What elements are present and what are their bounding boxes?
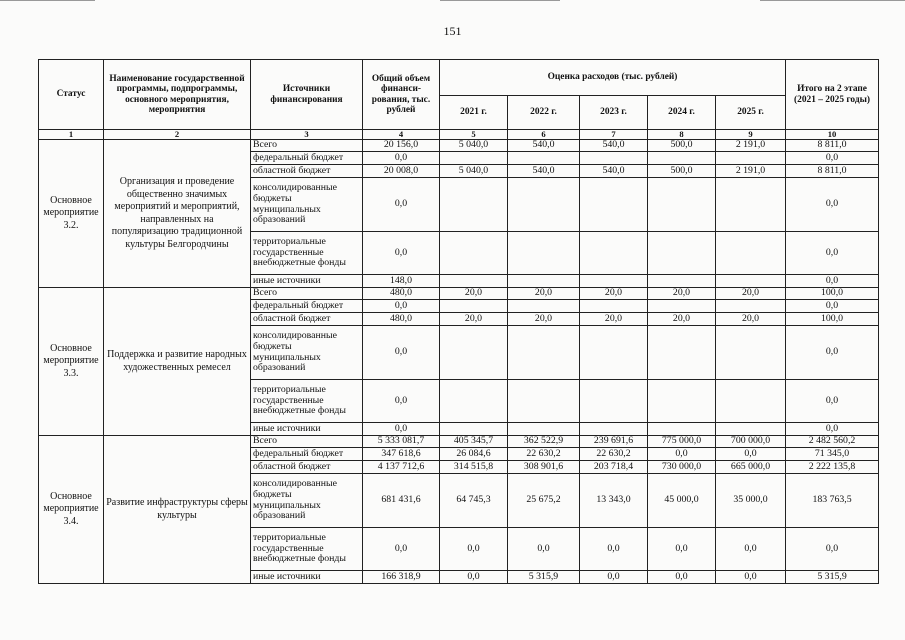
amount-cell: 0,0: [716, 571, 786, 584]
amount-cell: 0,0: [363, 423, 440, 436]
status-cell: Основное мероприятие 3.3.: [39, 288, 104, 436]
header-name: Наименование государственной программы, подпрограммы, основного мероприятия, мероприятия: [104, 60, 251, 130]
amount-cell: 0,0: [363, 232, 440, 275]
amount-cell: 20,0: [508, 313, 580, 326]
amount-cell: 8 811,0: [786, 140, 879, 152]
amount-cell: 22 630,2: [508, 448, 580, 461]
amount-cell: [716, 423, 786, 436]
amount-cell: 0,0: [440, 571, 508, 584]
amount-cell: 540,0: [580, 165, 648, 178]
header-year: 2025 г.: [716, 96, 786, 130]
amount-cell: 665 000,0: [716, 461, 786, 474]
amount-cell: [716, 300, 786, 313]
funding-source-cell: иные источники: [251, 423, 363, 436]
amount-cell: 0,0: [648, 571, 716, 584]
header-year: 2023 г.: [580, 96, 648, 130]
amount-cell: 2 482 560,2: [786, 436, 879, 448]
amount-cell: 700 000,0: [716, 436, 786, 448]
column-number: 9: [716, 130, 786, 140]
amount-cell: 0,0: [716, 528, 786, 571]
amount-cell: 20,0: [440, 313, 508, 326]
amount-cell: 5 315,9: [508, 571, 580, 584]
amount-cell: [648, 152, 716, 165]
amount-cell: [580, 380, 648, 423]
budget-table: [38, 59, 879, 584]
funding-source-cell: территориальные государственные внебюджетные фонды: [251, 380, 363, 423]
amount-cell: 0,0: [648, 448, 716, 461]
amount-cell: 0,0: [716, 448, 786, 461]
amount-cell: 0,0: [440, 528, 508, 571]
column-number: 3: [251, 130, 363, 140]
amount-cell: [508, 275, 580, 288]
funding-source-cell: иные источники: [251, 571, 363, 584]
header-year: 2024 г.: [648, 96, 716, 130]
funding-source-cell: областной бюджет: [251, 313, 363, 326]
header-total: Общий объем финанси-рования, тыс. рублей: [363, 60, 440, 130]
column-number: 4: [363, 130, 440, 140]
amount-cell: 0,0: [786, 300, 879, 313]
funding-source-cell: федеральный бюджет: [251, 300, 363, 313]
funding-source-cell: Всего: [251, 436, 363, 448]
amount-cell: [580, 423, 648, 436]
amount-cell: [440, 380, 508, 423]
amount-cell: 0,0: [363, 152, 440, 165]
amount-cell: 405 345,7: [440, 436, 508, 448]
funding-source-cell: Всего: [251, 140, 363, 152]
amount-cell: 681 431,6: [363, 474, 440, 528]
amount-cell: 0,0: [363, 300, 440, 313]
amount-cell: 0,0: [786, 528, 879, 571]
amount-cell: 148,0: [363, 275, 440, 288]
amount-cell: 45 000,0: [648, 474, 716, 528]
amount-cell: 0,0: [786, 380, 879, 423]
amount-cell: 2 191,0: [716, 140, 786, 152]
amount-cell: 100,0: [786, 288, 879, 300]
amount-cell: 2 222 135,8: [786, 461, 879, 474]
amount-cell: [648, 423, 716, 436]
amount-cell: [440, 152, 508, 165]
event-name-cell: Поддержка и развитие народных художественных ремесел: [104, 288, 251, 436]
amount-cell: 308 901,6: [508, 461, 580, 474]
amount-cell: [648, 178, 716, 232]
amount-cell: [508, 300, 580, 313]
amount-cell: 0,0: [580, 528, 648, 571]
status-cell: Основное мероприятие 3.4.: [39, 436, 104, 584]
amount-cell: [508, 380, 580, 423]
funding-source-cell: федеральный бюджет: [251, 152, 363, 165]
amount-cell: 0,0: [648, 528, 716, 571]
amount-cell: [508, 326, 580, 380]
amount-cell: 203 718,4: [580, 461, 648, 474]
amount-cell: 0,0: [786, 275, 879, 288]
funding-source-cell: территориальные государственные внебюджетные фонды: [251, 232, 363, 275]
amount-cell: 0,0: [363, 326, 440, 380]
amount-cell: [508, 232, 580, 275]
amount-cell: 0,0: [786, 178, 879, 232]
amount-cell: 0,0: [363, 528, 440, 571]
amount-cell: [580, 178, 648, 232]
amount-cell: [508, 423, 580, 436]
amount-cell: 20,0: [580, 313, 648, 326]
amount-cell: 20,0: [648, 288, 716, 300]
amount-cell: 20 156,0: [363, 140, 440, 152]
amount-cell: 5 333 081,7: [363, 436, 440, 448]
amount-cell: [580, 152, 648, 165]
header-status: Статус: [39, 60, 104, 130]
amount-cell: 166 318,9: [363, 571, 440, 584]
amount-cell: 540,0: [580, 140, 648, 152]
page-number: 151: [443, 24, 462, 38]
amount-cell: 5 040,0: [440, 165, 508, 178]
amount-cell: [648, 326, 716, 380]
amount-cell: 0,0: [786, 232, 879, 275]
column-number: 8: [648, 130, 716, 140]
amount-cell: 5 040,0: [440, 140, 508, 152]
funding-source-cell: иные источники: [251, 275, 363, 288]
amount-cell: 730 000,0: [648, 461, 716, 474]
amount-cell: 0,0: [786, 152, 879, 165]
amount-cell: 540,0: [508, 140, 580, 152]
amount-cell: 362 522,9: [508, 436, 580, 448]
amount-cell: [716, 275, 786, 288]
event-name-cell: Развитие инфраструктуры сферы культуры: [104, 436, 251, 584]
funding-source-cell: территориальные государственные внебюджетные фонды: [251, 528, 363, 571]
amount-cell: 13 343,0: [580, 474, 648, 528]
amount-cell: 0,0: [786, 326, 879, 380]
funding-source-cell: федеральный бюджет: [251, 448, 363, 461]
amount-cell: [580, 232, 648, 275]
amount-cell: [648, 300, 716, 313]
amount-cell: 0,0: [580, 571, 648, 584]
column-number: 7: [580, 130, 648, 140]
header-year: 2021 г.: [440, 96, 508, 130]
funding-source-cell: консолидированные бюджеты муниципальных образований: [251, 178, 363, 232]
amount-cell: 35 000,0: [716, 474, 786, 528]
amount-cell: [580, 326, 648, 380]
amount-cell: [440, 423, 508, 436]
amount-cell: [440, 232, 508, 275]
amount-cell: 20,0: [508, 288, 580, 300]
column-number: 5: [440, 130, 508, 140]
amount-cell: [648, 275, 716, 288]
amount-cell: [648, 380, 716, 423]
amount-cell: 347 618,6: [363, 448, 440, 461]
amount-cell: [716, 326, 786, 380]
amount-cell: [508, 152, 580, 165]
amount-cell: 500,0: [648, 140, 716, 152]
column-number: 2: [104, 130, 251, 140]
header-source: Источники финансирования: [251, 60, 363, 130]
funding-source-cell: областной бюджет: [251, 165, 363, 178]
funding-source-cell: Всего: [251, 288, 363, 300]
amount-cell: [716, 152, 786, 165]
amount-cell: 26 084,6: [440, 448, 508, 461]
column-number: 10: [786, 130, 879, 140]
amount-cell: 183 763,5: [786, 474, 879, 528]
funding-source-cell: консолидированные бюджеты муниципальных образований: [251, 474, 363, 528]
status-cell: Основное мероприятие 3.2.: [39, 140, 104, 288]
header-year: 2022 г.: [508, 96, 580, 130]
amount-cell: [440, 178, 508, 232]
amount-cell: 0,0: [786, 423, 879, 436]
amount-cell: 20,0: [440, 288, 508, 300]
amount-cell: 20,0: [716, 313, 786, 326]
amount-cell: 239 691,6: [580, 436, 648, 448]
table-row: [39, 140, 879, 152]
amount-cell: [508, 178, 580, 232]
amount-cell: [440, 275, 508, 288]
amount-cell: [716, 232, 786, 275]
amount-cell: [580, 300, 648, 313]
amount-cell: 480,0: [363, 288, 440, 300]
table-row: [39, 436, 879, 448]
header-itogo: Итого на 2 этапе (2021 – 2025 годы): [786, 60, 879, 130]
column-number-row: [39, 130, 879, 140]
amount-cell: 22 630,2: [580, 448, 648, 461]
amount-cell: 0,0: [363, 380, 440, 423]
amount-cell: [440, 326, 508, 380]
amount-cell: [716, 380, 786, 423]
amount-cell: 20,0: [716, 288, 786, 300]
column-number: 6: [508, 130, 580, 140]
amount-cell: 0,0: [508, 528, 580, 571]
amount-cell: 775 000,0: [648, 436, 716, 448]
amount-cell: 2 191,0: [716, 165, 786, 178]
table-body: [39, 140, 879, 584]
amount-cell: 4 137 712,6: [363, 461, 440, 474]
amount-cell: 480,0: [363, 313, 440, 326]
amount-cell: 20 008,0: [363, 165, 440, 178]
funding-source-cell: областной бюджет: [251, 461, 363, 474]
amount-cell: 500,0: [648, 165, 716, 178]
event-name-cell: Организация и проведение общественно значимых мероприятий и мероприятий, направленных на популяризацию традиционной культуры Белгородчины: [104, 140, 251, 288]
amount-cell: 314 515,8: [440, 461, 508, 474]
amount-cell: [580, 275, 648, 288]
amount-cell: 540,0: [508, 165, 580, 178]
table-row: [39, 288, 879, 300]
amount-cell: [440, 300, 508, 313]
table-header: [39, 60, 879, 140]
column-number: 1: [39, 130, 104, 140]
amount-cell: 64 745,3: [440, 474, 508, 528]
amount-cell: 20,0: [580, 288, 648, 300]
amount-cell: 20,0: [648, 313, 716, 326]
amount-cell: 0,0: [363, 178, 440, 232]
amount-cell: 8 811,0: [786, 165, 879, 178]
funding-source-cell: консолидированные бюджеты муниципальных образований: [251, 326, 363, 380]
amount-cell: [648, 232, 716, 275]
amount-cell: [716, 178, 786, 232]
amount-cell: 100,0: [786, 313, 879, 326]
amount-cell: 25 675,2: [508, 474, 580, 528]
amount-cell: 71 345,0: [786, 448, 879, 461]
header-estimate: Оценка расходов (тыс. рублей): [440, 60, 786, 96]
amount-cell: 5 315,9: [786, 571, 879, 584]
